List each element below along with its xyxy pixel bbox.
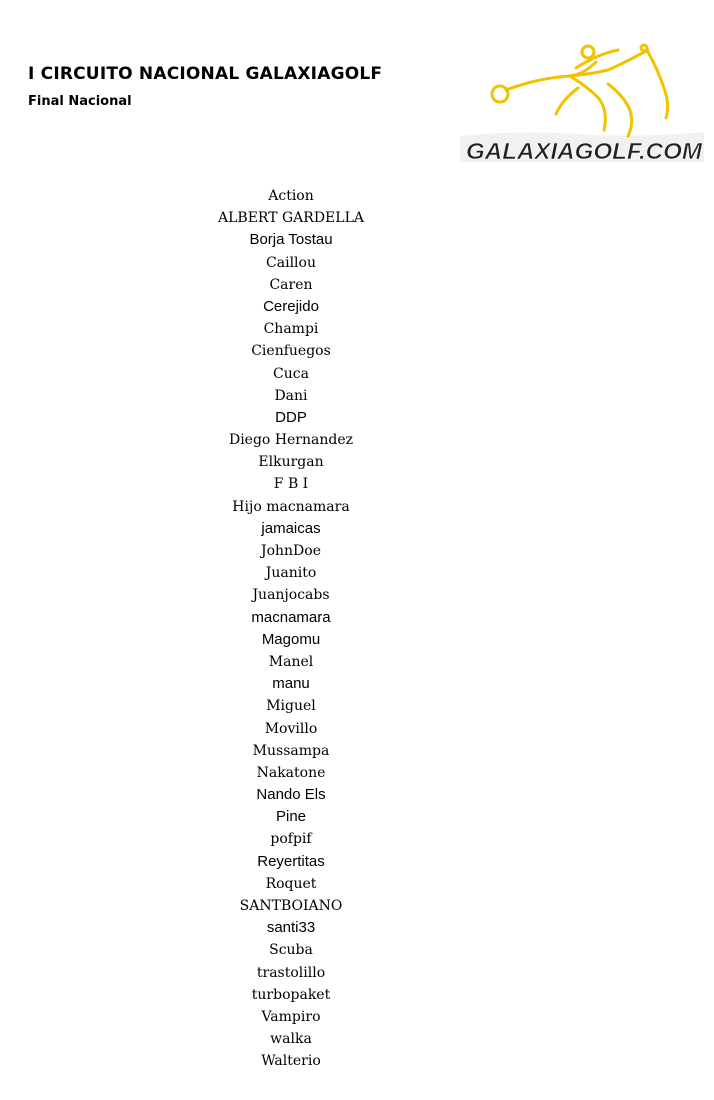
- document-title: I CIRCUITO NACIONAL GALAXIAGOLF: [28, 64, 383, 84]
- player-name: trastolillo: [256, 964, 326, 981]
- player-name: Roquet: [265, 875, 317, 892]
- document-subtitle: Final Nacional: [28, 94, 132, 109]
- player-name: Cienfuegos: [251, 343, 331, 360]
- player-name: jamaicas: [261, 519, 321, 537]
- player-name: Caren: [269, 276, 313, 293]
- player-name: Hijo macnamara: [232, 498, 350, 515]
- player-name: turbopaket: [251, 986, 331, 1003]
- player-name: Dani: [274, 387, 308, 404]
- player-name: Champi: [263, 321, 319, 338]
- player-name: JohnDoe: [260, 543, 321, 559]
- player-name: Movillo: [264, 720, 318, 737]
- player-name: Action: [268, 188, 314, 204]
- player-name: Manel: [268, 653, 314, 670]
- player-name: Borja Tostau: [249, 231, 333, 249]
- golfer-swing-icon: [458, 40, 706, 166]
- player-name: Vampiro: [261, 1008, 321, 1025]
- player-name: F B I: [273, 476, 309, 493]
- player-name: Scuba: [269, 942, 313, 959]
- logo-wordmark: GALAXIAGOLF.COM: [466, 138, 703, 164]
- player-name: walka: [270, 1031, 312, 1048]
- player-name: ALBERT GARDELLA: [218, 210, 364, 227]
- player-name: Nakatone: [256, 764, 326, 781]
- player-name: Miguel: [266, 698, 316, 715]
- player-name: Juanito: [265, 565, 317, 582]
- player-name: manu: [272, 675, 310, 693]
- player-name: santi33: [266, 919, 316, 937]
- player-list: [190, 185, 392, 1073]
- player-name: pofpif: [270, 831, 312, 848]
- player-name: Cuca: [273, 365, 309, 382]
- player-name: Diego Hernandez: [228, 432, 354, 449]
- player-name: Mussampa: [252, 742, 330, 759]
- player-name: Caillou: [266, 254, 316, 271]
- player-name: Reyertitas: [257, 852, 325, 870]
- player-name: Juanjocabs: [252, 587, 330, 604]
- galaxiagolf-logo: [458, 40, 706, 166]
- player-name: Magomu: [261, 630, 321, 648]
- player-name: macnamara: [251, 608, 331, 626]
- player-name: Walterio: [261, 1053, 321, 1070]
- player-name: Elkurgan: [258, 454, 324, 471]
- player-name: Cerejido: [263, 297, 319, 315]
- player-name: DDP: [275, 408, 307, 426]
- player-name: Pine: [275, 808, 307, 826]
- player-name: SANTBOIANO: [239, 898, 343, 914]
- player-name: Nando Els: [256, 786, 326, 804]
